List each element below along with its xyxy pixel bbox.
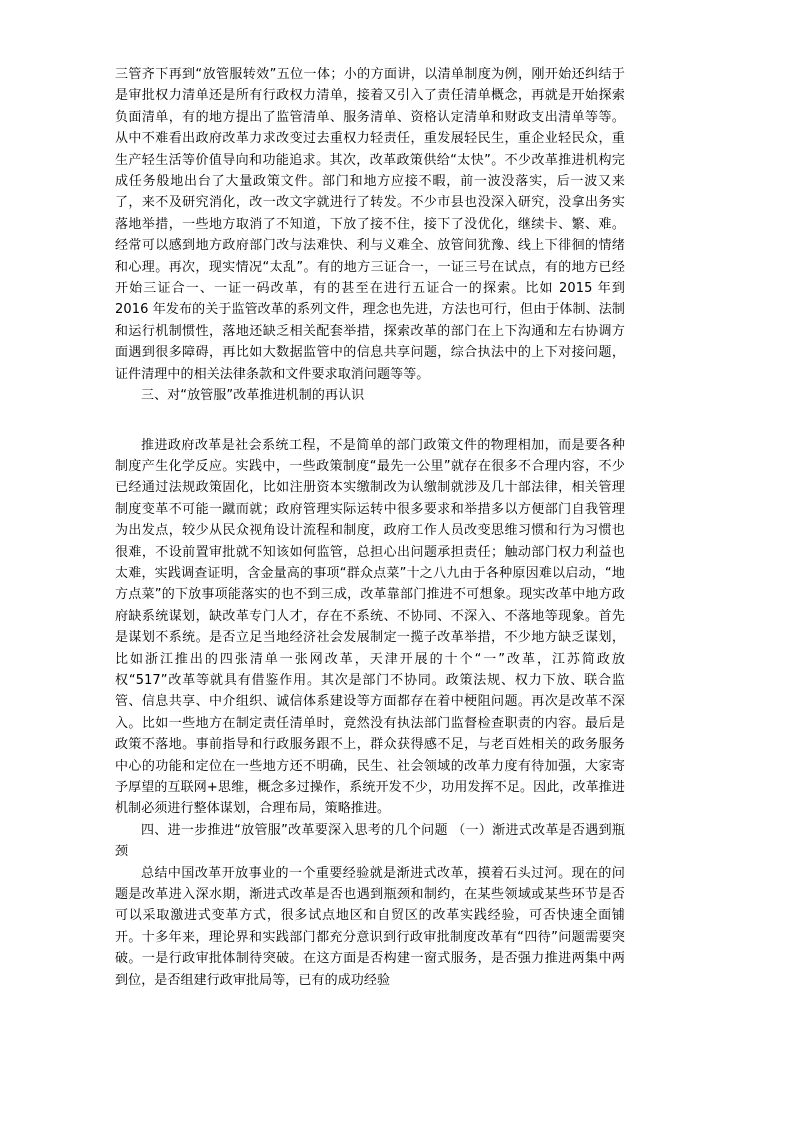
section-heading-3: 三、对“放管服”改革推进机制的再认识 — [141, 388, 365, 404]
section-heading-4: 四、进一步推进“放管服”改革要深入思考的几个问题 （一）渐进式改革是否遇到瓶颈 — [115, 822, 625, 860]
body-paragraph-section3: 推进政府改革是社会系统工程，不是简单的部门政策文件的物理相加，而是要各种制度产生化学反应。实践中，一些政策制度“最先一公里”就存在很多不合理内容，不少已经通过法规政策固化，比如注册资本实缴制改为认缴制就涉及几十部法律，相关管理制度变革不可能一蹴而就；政府管理实际运转中很多要求和举措多以方便部门自我管理为出发点，较少从民众视角设计流程和制度，政府工作人员改变思维习惯和行为习惯也很难，不设前置审批就不知该如何监管，总担心出问题承担责任；触动部门权力利益也太难，实践调查证明，含金量高的事项“群众点菜”十之八九由于各种原因难以启动，“地方点菜”的下放事项能落实的也不到三成，改革靠部门推进不可想象。现实改革中地方政府缺系统谋划，缺改革专门人才，存在不系统、不协同、不深入、不落地等现象。首先是谋划不系统。是否立足当地经济社会发展制定一揽子改革举措，不少地方缺乏谋划，比如浙江推出的四张清单一张网改革，天津开展的十个“一”改革，江苏简政放权“517”改革等就具有借鉴作用。其次是部门不协同。政策法规、权力下放、联合监管、信息共享、中介组织、诚信体系建设等方面都存在着中梗阻问题。再次是改革不深入。比如一些地方在制定责任清单时，竟然没有执法部门监督检查职责的内容。最后是政策不落地。事前指导和行政服务跟不上，群众获得感不足，与老百姓相关的政务服务中心的功能和定位在一些地方还不明确，民生、社会领域的改革力度有待加强，大家寄予厚望的互联网+思维，概念多过操作，系统开发不少，功用发挥不足。因此，改革推进机制必须进行整体谋划，合理布局，策略推进。 — [115, 437, 625, 817]
body-paragraph-continuation: 三管齐下再到“放管服转效”五位一体；小的方面讲，以清单制度为例，刚开始还纠结于是审批权力清单还是所有行政权力清单，接着又引入了责任清单概念，再就是开始探索负面清单，有的地方提出了监管清单、服务清单、资格认定清单和财政支出清单等等。从中不难看出政府改革力求改变过去重权力轻责任，重发展轻民生，重企业轻民众，重生产轻生活等价值导向和功能追求。其次，改革政策供给“太快”。不少改革推进机构完成任务般地出台了大量政策文件。部门和地方应接不暇，前一波没落实，后一波又来了，来不及研究消化，改一改文字就进行了转发。不少市县也没深入研究，没拿出务实落地举措，一些地方取消了不知道，下放了接不住，接下了没优化，继续卡、繁、难。经常可以感到地方政府部门改与法难快、利与义难全、放管间犹豫、线上下徘徊的情绪和心理。再次，现实情况“太乱”。有的地方三证合一，一证三号在试点，有的地方已经开始三证合一、一证一码改革，有的甚至在进行五证合一的探索。比如 2015 年到 2016 年发布的关于监管改革的系列文件，理念也先进，方法也可行，但由于体制、法制和运行机制惯性，落地还缺乏相关配套举措，探索改革的部门在上下沟通和左右协调方面遇到很多障碍，再比如大数据监管中的信息共享问题，综合执法中的上下对接问题，证件清理中的相关法律条款和文件要求取消问题等等。 — [115, 67, 625, 382]
body-paragraph-section4: 总结中国改革开放事业的一个重要经验就是渐进式改革，摸着石头过河。现在的问题是改革进入深水期，渐进式改革是否也遇到瓶颈和制约，在某些领域或某些环节是否可以采取激进式变革方式，很多试点地区和自贸区的改革实践经验，可否快速全面铺开。十多年来，理论界和实践部门都充分意识到行政审批制度改革有“四待”问题需要突破。一是行政审批体制待突破。在这方面是否构建一窗式服务，是否强力推进两集中两到位，是否组建行政审批局等，已有的成功经验 — [115, 865, 625, 988]
document-page — [115, 64, 625, 991]
